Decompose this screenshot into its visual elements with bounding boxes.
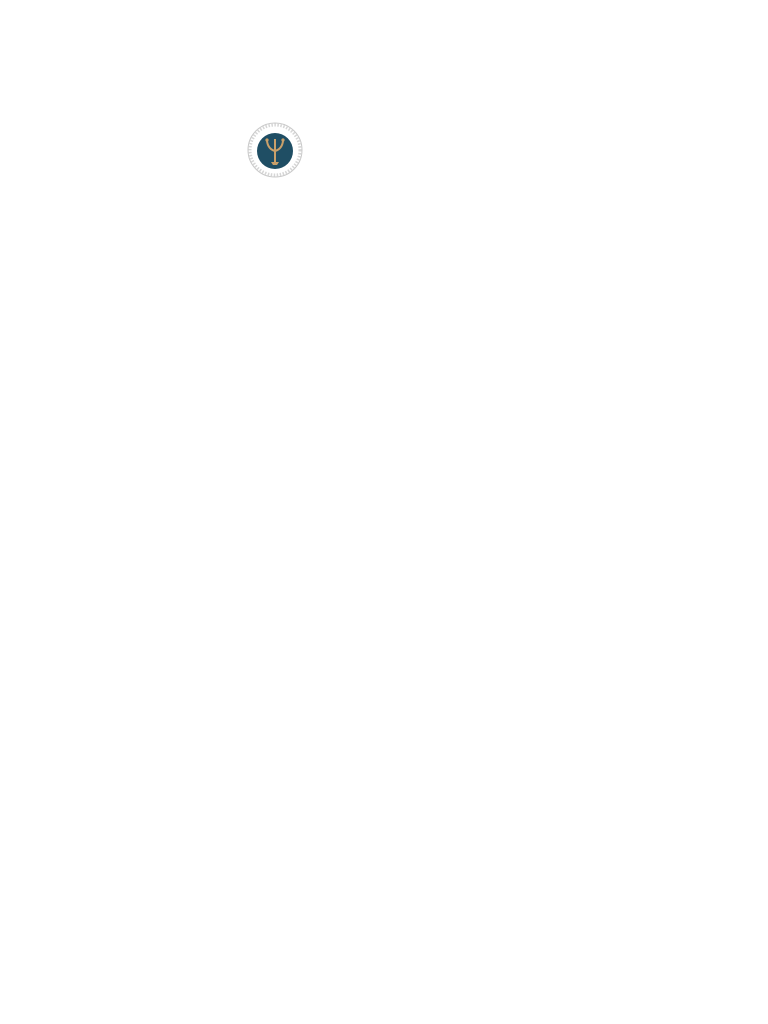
footer-band	[0, 962, 768, 1024]
journal-emblem-icon	[247, 122, 303, 178]
journal-logo	[247, 122, 316, 178]
header-band	[0, 0, 768, 66]
